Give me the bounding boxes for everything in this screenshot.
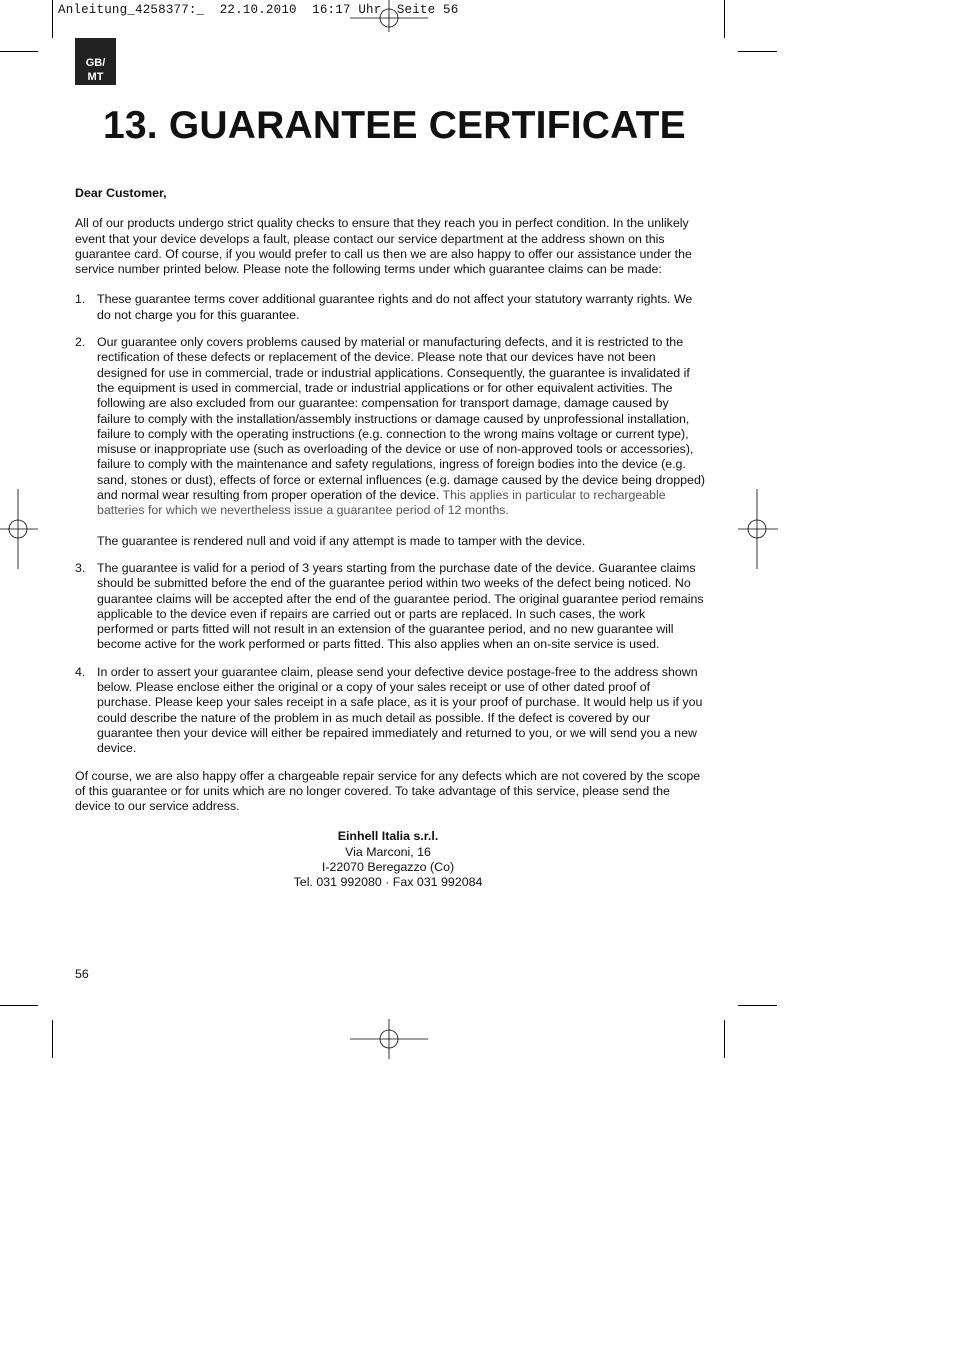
term-text: These guarantee terms cover additional guarantee rights and do not affect your statutory warranty rights. We do not charge you for this guarantee. (97, 292, 693, 322)
page-number: 56 (75, 967, 89, 981)
print-slug-line: Anleitung_4258377:_ 22.10.2010 16:17 Uhr Seite 56 (58, 3, 459, 17)
crop-mark-top-left-vertical (52, 0, 53, 38)
term-void-note: The guarantee is rendered null and void if any attempt is made to tamper with the device. (97, 533, 586, 548)
term-text: In order to assert your guarantee claim, please send your defective device postage-free to the address shown below. Please enclose either the original or a copy of your sales receipt or use of other dated proof of purchase. Please keep your sales receipt in a safe place, as it is your proof of purchase. It would help us if you could describe the nature of the problem in as much detail as possible. If the defect is covered by our guarantee then your device will either be repaired immediately and returned to you, or we will send you a new device. (97, 664, 703, 756)
registration-mark-left-icon (0, 489, 38, 569)
guarantee-terms-list (75, 292, 705, 756)
service-address (75, 829, 701, 890)
registration-mark-top-icon (350, 0, 428, 32)
intro-paragraph: All of our products undergo strict quality checks to ensure that they reach you in perfect condition. In the unlikely event that your device develops a fault, please contact our service department at the address shown on this guarantee card. Of course, if you would prefer to call us then we are also happy to offer our assistance under the service number printed below. Please note the following terms under which guarantee claims can be made: (75, 216, 692, 277)
crop-mark-bottom-left-vertical (52, 1020, 53, 1058)
term-text: The guarantee is valid for a period of 3 years starting from the purchase date of the device. Guarantee claims should be submitted before the end of the guarantee period within two weeks of the defect being noticed. No guarantee claims will be accepted after the end of the guarantee period. The original guarantee period remains applicable to the device even if repairs are carried out or parts are replaced. In such cases, the work performed or parts fitted will not result in an extension of the guarantee period, and no new guarantee will become active for the work performed or parts fitted. This also applies when an on-site service is used. (97, 560, 704, 652)
greeting: Dear Customer, (75, 186, 167, 200)
address-phone-fax: Tel. 031 992080 · Fax 031 992084 (293, 875, 483, 890)
crop-mark-top-left-horizontal (0, 51, 38, 52)
page-title: 13. GUARANTEE CERTIFICATE (103, 104, 686, 147)
language-badge-line-1: GB/ (85, 57, 106, 69)
company-name: Einhell Italia s.r.l. (337, 829, 439, 844)
term-text-main: Our guarantee only covers problems caused by material or manufacturing defects, and it is restricted to the rectification of these defects or replacement of the device. Please note that our devices have not been designed for use in commercial, trade or industrial applications. Consequently, the guarantee is invalidated if the equipment is used in commercial, trade or industrial applications or for other equivalent activities. The following are also excluded from our guarantee: compensation for transport damage, damage caused by failure to comply with the installation/assembly instructions or damage caused by unprofessional installation, failure to comply with the operating instructions (e.g. connection to the wrong mains voltage or current type), misuse or inappropriate use (such as overloading of the device or use of non-approved tools or accessories), failure to comply with the maintenance and safety regulations, ingress of foreign bodies into the device (e.g. sand, stones or dust), effects of force or external influences (e.g. damage caused by the device being dropped) and normal wear resulting from proper operation of the device. (97, 335, 705, 503)
crop-mark-bottom-left-horizontal (0, 1005, 38, 1006)
list-item (75, 292, 705, 323)
language-badge (75, 38, 116, 85)
list-item-number: 4. (75, 664, 86, 679)
crop-mark-bottom-right-horizontal (738, 1005, 777, 1006)
registration-mark-bottom-icon (350, 1019, 428, 1059)
language-badge-line-2: MT (87, 71, 104, 83)
list-item (75, 335, 705, 549)
closing-paragraph: Of course, we are also happy offer a chargeable repair service for any defects which are not covered by the scope of this guarantee or for units which are no longer covered. To take advantage of this service, please send the device to our service address. (75, 768, 701, 814)
crop-mark-top-right-horizontal (738, 51, 777, 52)
crop-mark-bottom-right-vertical (724, 1020, 725, 1058)
term-text (97, 335, 705, 519)
address-city: I-22070 Beregazzo (Co) (321, 859, 455, 874)
list-item-number: 3. (75, 560, 86, 575)
list-item (75, 561, 705, 653)
list-item (75, 665, 705, 757)
crop-mark-top-right-vertical (724, 0, 725, 38)
registration-mark-right-icon (738, 489, 778, 569)
list-item-number: 2. (75, 335, 86, 350)
guarantee-body (75, 186, 705, 891)
address-street: Via Marconi, 16 (345, 844, 431, 859)
term-text-battery-note: This applies in particular to rechargeable batteries for which we nevertheless issue a guarantee period of 12 months. (97, 488, 666, 518)
list-item-number: 1. (75, 292, 86, 307)
